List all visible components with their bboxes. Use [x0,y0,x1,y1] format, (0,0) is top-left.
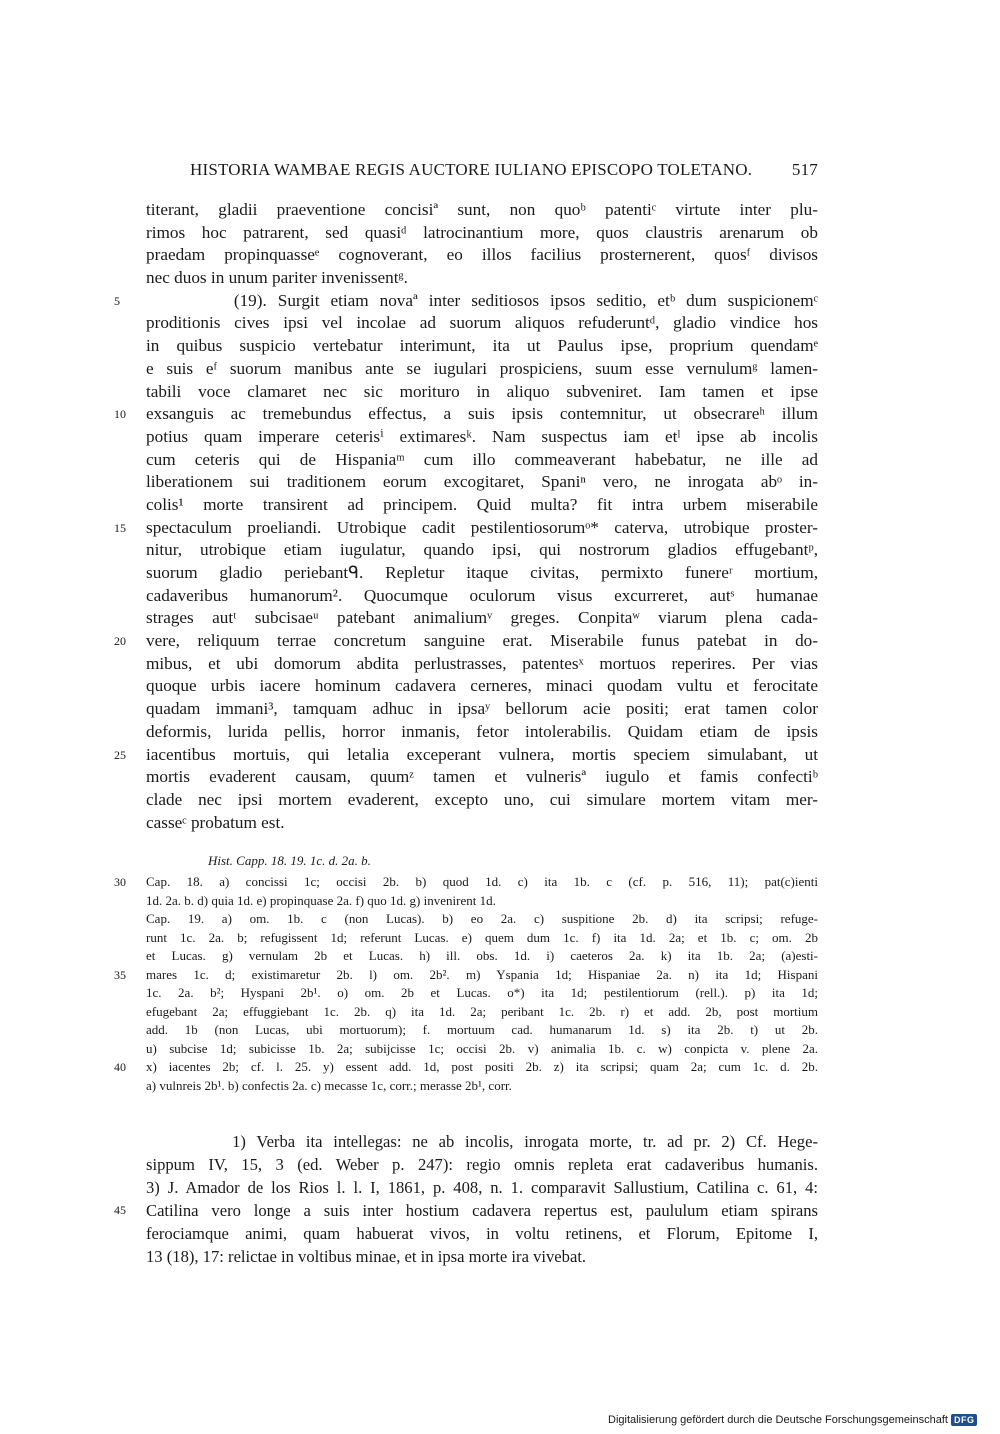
main-text: liberationem sui traditionem eorum excogitaret, Spaniⁿ vero, ne inrogata abᵒ in- [146,472,818,492]
main-line [146,426,818,449]
main-text: in quibus suspicio vertebatur interimunt, ita ut Paulus ipse, proprium quendamᵉ [146,336,818,356]
apparatus-line [114,873,818,892]
main-line [146,381,818,404]
line-number: 35 [114,967,126,982]
footnote-text: sippum IV, 15, 3 (ed. Weber p. 247): regio omnis repleta erat cadaveribus humanis. [146,1155,818,1174]
credit-text: Digitalisierung gefördert durch die Deutsche Forschungsgemeinschaft [608,1414,948,1426]
main-text: vere, reliquum terrae concretum sanguine erat. Miserabile funus patebat in do- [146,631,818,651]
main-line [146,267,818,290]
main-line [146,199,818,222]
main-text: quoque urbis iacere hominum cadavera cerneres, minaci quodam vultu et ferocitate [146,676,818,696]
line-number: 25 [114,747,126,762]
main-text: cum ceteris qui de Hispaniaᵐ cum illo commeaverant habebatur, ne ille ad [146,449,818,469]
footnote-line [146,1245,818,1268]
apparatus-text: x) iacentes 2b; cf. l. 25. y) essent add. 1d, post positi 2b. z) ita scripsi; quam 2a; cum 1c. d. 2b. [146,1059,818,1074]
main-text: e suis eᶠ suorum manibus ante se iugulari prospiciens, suum esse vernulumᵍ lamen- [146,358,818,378]
apparatus-line [146,1077,818,1096]
main-text: cadaveribus humanorum². Quocumque oculorum visus excurreret, autˢ humanae [146,585,818,605]
main-line [146,675,818,698]
main-line [146,222,818,245]
apparatus-line [114,966,818,985]
apparatus-caption: Hist. Capp. 18. 19. 1c. d. 2a. b. [208,853,371,868]
running-title: HISTORIA WAMBAE REGIS AUCTORE IULIANO EPISCOPO TOLETANO. [190,160,753,179]
main-line [146,653,818,676]
apparatus-text: a) vulnreis 2b¹. b) confectis 2a. c) mecasse 1c, corr.; merasse 2b¹, corr. [146,1077,512,1093]
main-line [146,312,818,335]
footnote-text: 3) J. Amador de los Rios l. l. I, 1861, p. 408, n. 1. comparavit Sallustium, Catilina c. 61, 4: [146,1178,818,1197]
main-text: strages autᵗ subcisaeᵘ patebant animaliumᵛ greges. Conpitaʷ viarum plena cada- [146,608,818,628]
apparatus-text: 1c. 2a. b²; Hyspani 2b¹. o) om. 2b et Lucas. o*) ita 1d; pestilentiorum (rell.). p) ita 1d; [146,985,818,1000]
apparatus-line [146,892,818,911]
main-line [114,630,818,653]
main-text: colis¹ morte transirent ad principem. Quid multa? fit intra urbem miserabile [146,494,818,514]
main-line [114,744,818,767]
apparatus-text: add. 1b (non Lucas, ubi mortuorum); f. mortuum cad. humanarum 1d. s) ita 2b. t) ut 2b. [146,1022,818,1037]
main-line [146,562,818,585]
main-line [114,290,818,313]
apparatus-line [146,947,818,966]
apparatus-line [146,984,818,1003]
digitization-credit [608,1414,977,1426]
main-line [146,698,818,721]
main-line [114,403,818,426]
line-number: 10 [114,407,126,422]
footnote-line [114,1199,818,1222]
apparatus-text: u) subcise 1d; subicisse 1b. 2a; subijcisse 1c; occisi 2b. v) animalia 1b. c. w) conpicta v. plene 2a. [146,1040,818,1056]
footnote-text: 13 (18), 17: relictae in voltibus minae, et in ipsa morte ira vivebat. [146,1247,587,1266]
apparatus-text: Cap. 18. a) concissi 1c; occisi 2b. b) quod 1d. c) ita 1b. c (cf. p. 516, 11); pat(c)ienti [146,874,818,889]
apparatus-text: et Lucas. g) vernulam 2b et Lucas. h) ill. obs. 1d. i) caeteros 2a. k) ita 1b. 2a; (a)esti- [146,948,818,963]
main-line [146,607,818,630]
main-line [146,789,818,812]
footnote-line [146,1176,818,1199]
main-text: iacentibus mortuis, qui letalia exceperant vulnera, mortis speciem simulabant, ut [146,744,818,764]
line-number: 5 [114,293,120,308]
footnote-line [146,1153,818,1176]
main-text-block [114,199,818,834]
apparatus-line [146,910,818,929]
line-number: 40 [114,1060,126,1074]
main-text: praedam propinquasseᵉ cognoverant, eo illos facilius prosternerent, quosᶠ divisos [146,245,818,265]
main-line [146,471,818,494]
apparatus-text: mares 1c. d; existimaretur 2b. l) om. 2b². m) Yspania 1d; Hispaniae 2a. n) ita 1d; Hispani [146,966,818,982]
apparatus-text: runt 1c. 2a. b; refugissent 1d; referunt Lucas. e) quem dum 1c. f) ita 1d. 2a; et 1b. c; om. 2b [146,929,818,945]
apparatus-line [146,1003,818,1022]
apparatus-line [114,1058,818,1077]
apparatus-text: Cap. 19. a) om. 1b. c (non Lucas). b) eo 2a. c) suspitione 2b. d) ita scripsi; refuge- [146,911,818,926]
main-text: spectaculum proeliandi. Utrobique cadit pestilentiosorumᵒ* caterva, utrobique proster- [146,517,818,537]
apparatus-text: 1d. 2a. b. d) quia 1d. e) propinquase 2a. f) quo 1d. g) invenirent 1d. [146,892,496,908]
main-line [146,585,818,608]
footnote-text: ferociamque animi, quam habuerat vivos, in voltu retinens, et Florum, Epitome I, [146,1224,818,1243]
footnote-line [146,1222,818,1245]
main-text: mortis evaderent causam, quumᶻ tamen et vulnerisª iugulo et famis confectiᵇ [146,767,818,787]
dfg-logo: DFG [951,1414,978,1426]
running-header [190,160,818,180]
line-number: 20 [114,634,126,649]
main-line [146,766,818,789]
main-text: deformis, lurida pellis, horror inmanis, fetor intolerabilis. Quidam etiam de ipsis [146,721,818,741]
main-text: clade nec ipsi mortem evaderent, excepto uno, cui simulare mortem vitam mer- [146,789,818,809]
main-text: nitur, utrobique etiam iugulatur, quando ipsi, qui nostrorum gladios effugebantᵖ, [146,540,818,560]
main-text: titerant, gladii praeventione concisiª sunt, non quoᵇ patentiᶜ virtute inter plu- [146,200,818,219]
main-text: potius quam imperare ceterisⁱ extimaresᵏ. Nam suspectus iam etˡ ipse ab incolis [146,426,818,446]
apparatus-text: efugebant 2a; effuggiebant 1c. 2b. q) ita 1d. 2a; peribant 1c. 2b. r) et add. 2b, post mortium [146,1003,818,1019]
apparatus-line [146,1040,818,1059]
main-text: tabili voce clamaret nec sic morituro in aliquo subveniret. Iam tamen et ipse [146,381,818,401]
line-number: 30 [114,875,126,889]
main-text: quadam immani³, tamquam adhuc in ipsaʸ bellorum acie positi; erat tamen color [146,699,818,719]
main-text: casseᶜ probatum est. [146,812,285,832]
apparatus-line [146,929,818,948]
page-number: 517 [791,160,818,179]
main-text: suorum gladio periebantᑫ. Repletur itaque civitas, permixto funereʳ mortium, [146,563,818,582]
line-number: 45 [114,1203,126,1217]
main-line [146,721,818,744]
footnote-text: 1) Verba ita intellegas: ne ab incolis, inrogata morte, tr. ad pr. 2) Cf. Hege- [146,1132,818,1151]
main-text: exsanguis ac tremebundus effectus, a suis ipsis contemnitur, ut obsecrareʰ illum [146,404,818,424]
main-line [146,335,818,358]
main-line [146,539,818,562]
main-text: (19). Surgit etiam novaª inter seditiosos ipsos seditio, etᵇ dum suspicionemᶜ [146,290,818,310]
footnote-text: Catilina vero longe a suis inter hostium cadavera repertus est, paululum etiam spirans [146,1201,818,1220]
apparatus-line [146,1021,818,1040]
main-line [146,358,818,381]
main-line [146,449,818,472]
footnotes-block [114,1130,818,1268]
main-line [146,244,818,267]
main-text: rimos hoc patrarent, sed quasiᵈ latrocinantium more, quos claustris arenarum ob [146,222,818,242]
main-text: mibus, et ubi domorum abdita perlustrasses, patentesˣ mortuos reperires. Per vias [146,653,818,673]
main-text: proditionis cives ipsi vel incolae ad suorum aliquos refuderuntᵈ, gladio vindice hos [146,313,818,333]
main-line [146,494,818,517]
main-text: nec duos in unum pariter invenissentᵍ. [146,268,408,288]
critical-apparatus [114,849,818,1095]
footnote-line [146,1130,818,1153]
main-line [114,517,818,540]
line-number: 15 [114,520,126,535]
main-line [146,812,818,835]
